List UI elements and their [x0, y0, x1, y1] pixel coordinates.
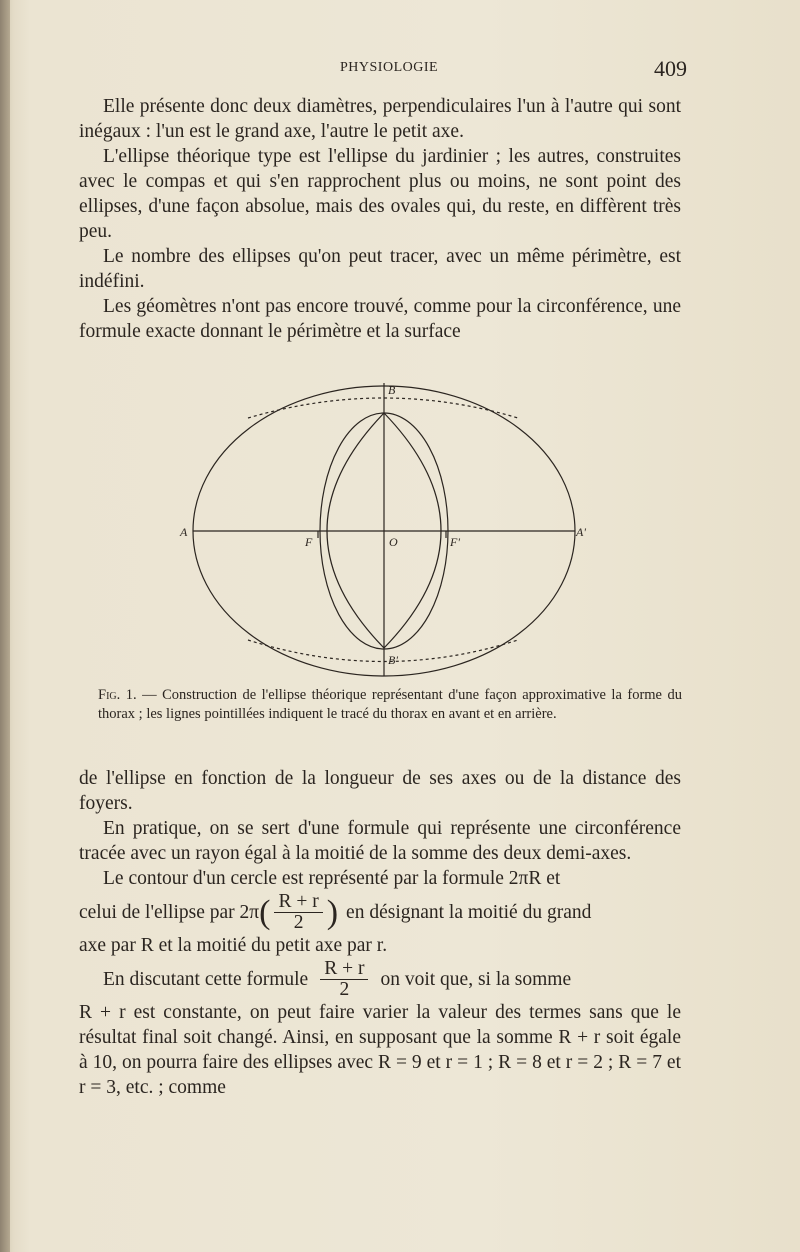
- paragraph: L'ellipse théorique type est l'ellipse du jardinier ; les autres, construites avec le compas et qui s'en rapprochent plus ou moins, ne sont point des ellipses, d'une façon absolue, mais des ovales qui, du reste, en diffèrent très peu.: [79, 146, 681, 242]
- paragraph: Le contour d'un cercle est représenté par la formule 2πR et: [103, 868, 561, 889]
- ellipse-figure: [178, 378, 598, 678]
- paragraph: Le nombre des ellipses qu'on peut tracer, avec un même périmètre, est indéfini.: [79, 246, 681, 292]
- discussion-line: [79, 958, 681, 1000]
- label-a-prime: A': [576, 525, 586, 539]
- dotted-front-contour: [248, 398, 518, 418]
- label-f: F: [305, 535, 313, 549]
- label-a: A: [180, 525, 188, 539]
- paragraph: Elle présente donc deux diamètres, perpendiculaires l'un à l'autre qui sont inégaux : l'un est le grand axe, l'autre le petit axe.: [79, 96, 681, 142]
- running-title: PHYSIOLOGIE: [340, 60, 439, 75]
- paragraph: En pratique, on se sert d'une formule qui représente une circonférence tracée avec un rayon égal à la moitié de la somme des deux demi-axes.: [79, 818, 681, 864]
- page-header: [0, 58, 800, 82]
- ellipse-diagram: [178, 378, 598, 678]
- formula-after: en désignant la moitié du grand: [346, 901, 592, 923]
- label-f-prime: F': [450, 535, 460, 549]
- paragraph: Les géomètres n'ont pas encore trouvé, comme pour la circonférence, une formule exacte donnant le périmètre et la surface: [79, 296, 681, 342]
- text-block-top: [79, 94, 681, 344]
- text-block-bottom: [79, 766, 681, 1100]
- fraction: [274, 892, 322, 933]
- discussion-after: on voit que, si la somme: [380, 968, 572, 990]
- paragraph: de l'ellipse en fonction de la longueur de ses axes ou de la distance des foyers.: [79, 768, 681, 814]
- fraction-denominator: 2: [293, 911, 304, 933]
- formula-line: [79, 891, 681, 933]
- fraction-numerator: R + r: [320, 959, 368, 980]
- fraction-denominator: 2: [339, 978, 350, 1000]
- fraction-numerator: R + r: [274, 892, 322, 913]
- dotted-back-contour: [248, 640, 518, 662]
- discussion-before: En discutant cette formule: [103, 968, 309, 990]
- paragraph: axe par R et la moitié du petit axe par r.: [79, 935, 388, 956]
- caption-lead: Fig. 1.: [98, 687, 137, 703]
- figure-caption: [98, 686, 682, 724]
- caption-text: — Construction de l'ellipse théorique représentant d'une façon approximative la forme du thorax ; les lignes pointillées indiquent le tracé du thorax en avant et en arrière.: [98, 687, 682, 722]
- page-number: 409: [654, 56, 687, 81]
- close-paren: ): [326, 893, 339, 931]
- label-o: O: [389, 535, 398, 549]
- formula-before: celui de l'ellipse par 2π: [79, 901, 260, 923]
- book-spine: [0, 0, 10, 1252]
- open-paren: (: [259, 893, 271, 931]
- paragraph: R + r est constante, on peut faire varier la valeur des termes sans que le résultat final soit changé. Ainsi, en supposant que la somme R + r soit égale à 10, on pourra faire des ellipses avec R = 9 et r = 1 ; R = 8 et r = 2 ; R = 7 et r = 3, etc. ; comme: [79, 1002, 681, 1098]
- fraction: [320, 959, 368, 1000]
- label-b: B: [388, 383, 396, 397]
- label-b-prime: B': [388, 653, 398, 667]
